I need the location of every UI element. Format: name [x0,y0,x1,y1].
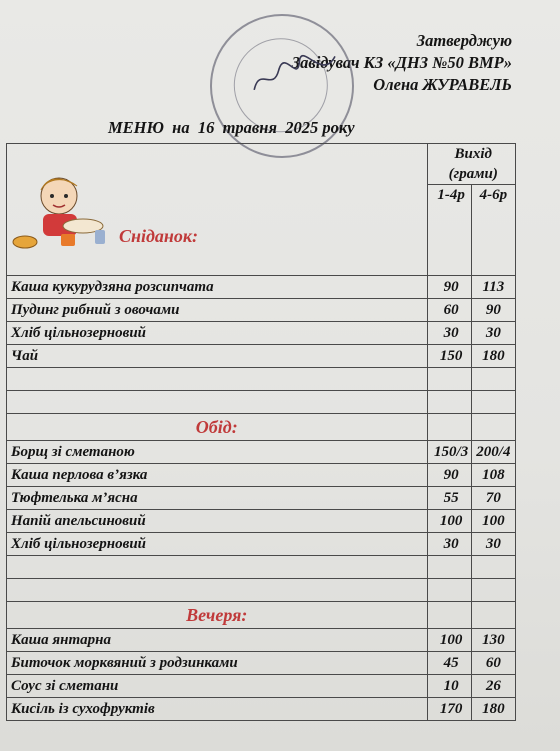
age-col-1-4: 1-4р [427,185,471,276]
menu-table [6,143,516,721]
dish-name: Хліб цільнозерновий [7,533,428,556]
age-col-4-6: 4-6р [471,185,515,276]
dish-amount-1-4: 10 [427,675,471,698]
dish-amount-1-4: 45 [427,652,471,675]
table-row [7,510,516,533]
dish-amount-4-6: 90 [471,299,515,322]
empty-row [7,579,516,602]
table-row [7,299,516,322]
child-eating-illustration [11,168,111,254]
table-row [7,487,516,510]
dish-name: Биточок морквяний з родзинками [7,652,428,675]
dish-amount-4-6: 180 [471,698,515,721]
table-row [7,276,516,299]
page-title: МЕНЮ на 16 травня 2025 року [108,118,355,137]
section-row-lunch [7,414,516,441]
empty-row [7,368,516,391]
approval-line-approve: Затверджую [416,31,512,50]
table-row [7,533,516,556]
dish-amount-1-4: 60 [427,299,471,322]
section-title-lunch: Обід: [195,417,238,437]
dish-amount-1-4: 100 [427,510,471,533]
dish-amount-4-6: 113 [471,276,515,299]
dish-amount-1-4: 90 [427,464,471,487]
dish-name: Каша кукурудзяна розсипчата [7,276,428,299]
section-title-breakfast: Сніданок: [119,226,199,246]
approval-line-position: Завідувач КЗ «ДНЗ №50 ВМР» [291,53,512,72]
dish-name: Каша янтарна [7,629,428,652]
dish-amount-4-6: 200/4 [471,441,515,464]
dish-amount-1-4: 30 [427,322,471,345]
dish-amount-4-6: 70 [471,487,515,510]
dish-amount-1-4: 55 [427,487,471,510]
dish-name: Борщ зі сметаною [7,441,428,464]
dish-amount-1-4: 30 [427,533,471,556]
table-row [7,629,516,652]
dish-name: Пудинг рибний з овочами [7,299,428,322]
section-row-dinner [7,602,516,629]
table-row [7,698,516,721]
table-row [7,675,516,698]
dish-name: Каша перлова в’язка [7,464,428,487]
dish-amount-4-6: 108 [471,464,515,487]
table-row [7,441,516,464]
table-row [7,652,516,675]
table-row [7,464,516,487]
dish-name: Чай [7,345,428,368]
dish-name: Тюфтелька м’ясна [7,487,428,510]
dish-name: Кисіль із сухофруктів [7,698,428,721]
dish-amount-4-6: 100 [471,510,515,533]
dish-amount-4-6: 180 [471,345,515,368]
dish-amount-4-6: 30 [471,322,515,345]
dish-name: Напій апельсиновий [7,510,428,533]
section-title-dinner-cell [7,602,428,629]
dish-amount-4-6: 26 [471,675,515,698]
dish-amount-4-6: 60 [471,652,515,675]
dish-amount-4-6: 30 [471,533,515,556]
empty-row [7,556,516,579]
dish-amount-1-4: 170 [427,698,471,721]
approval-line-name: Олена ЖУРАВЕЛЬ [373,75,512,94]
dish-amount-1-4: 150/3 [427,441,471,464]
dish-name: Соус зі сметани [7,675,428,698]
output-header: Вихід (грами) [427,144,515,185]
header-illustration-cell [7,144,428,276]
section-title-dinner: Вечеря: [186,605,248,625]
table-row [7,322,516,345]
empty-row [7,391,516,414]
table-row [7,345,516,368]
dish-amount-1-4: 90 [427,276,471,299]
section-title-lunch-cell [7,414,428,441]
dish-amount-4-6: 130 [471,629,515,652]
dish-name: Хліб цільнозерновий [7,322,428,345]
dish-amount-1-4: 100 [427,629,471,652]
dish-amount-1-4: 150 [427,345,471,368]
